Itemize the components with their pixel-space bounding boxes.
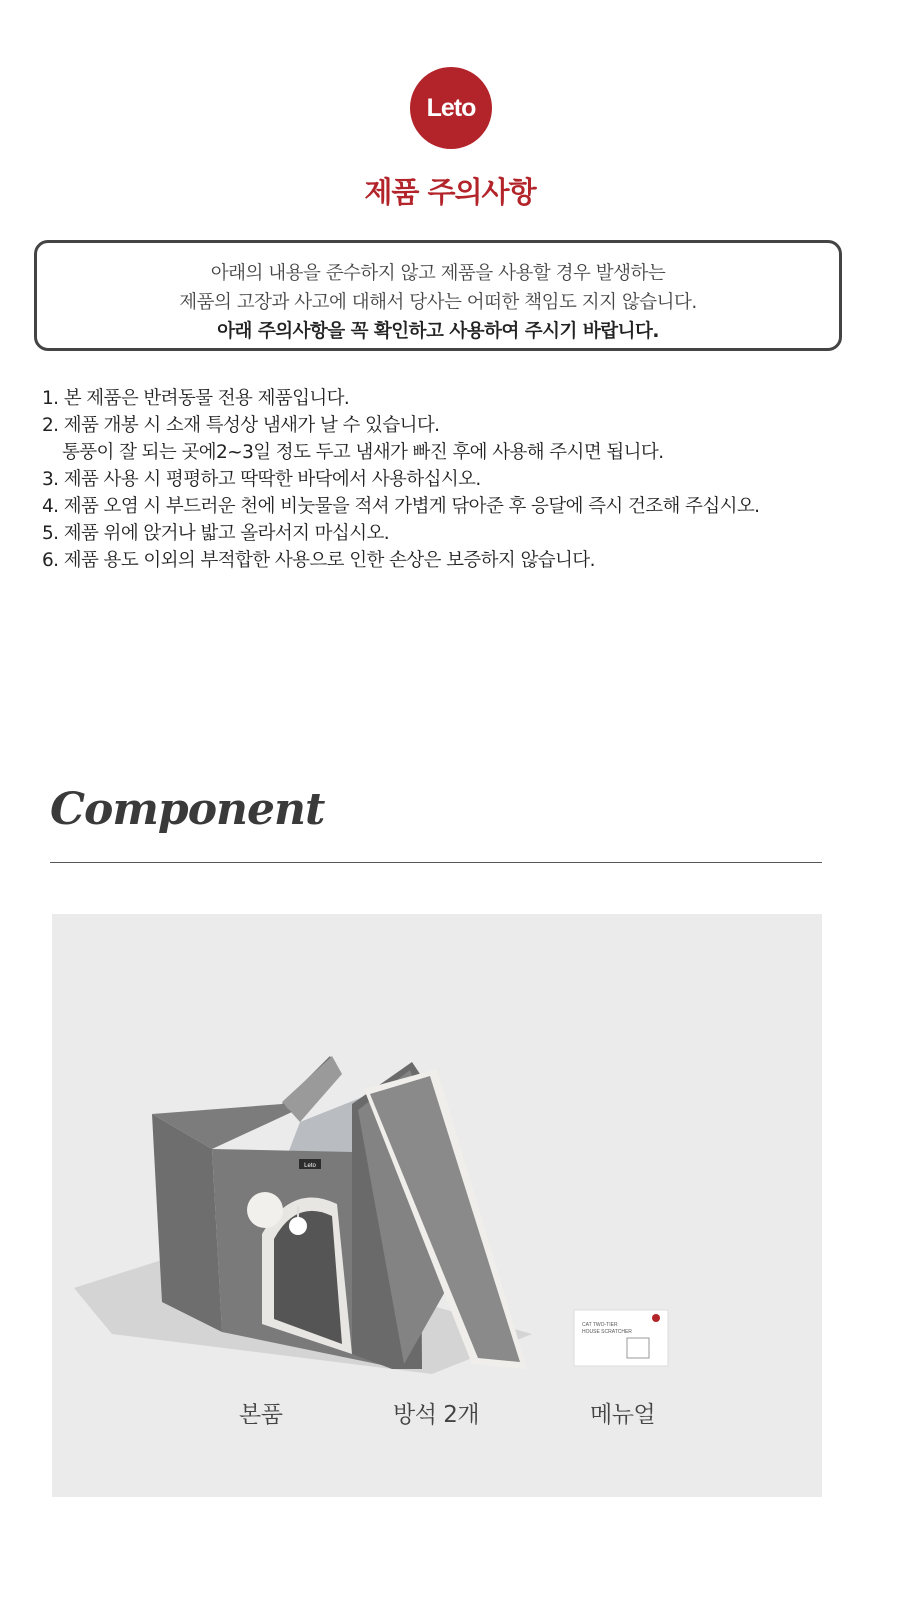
notice-box [34,240,842,351]
caution-item: 4. 제품 오염 시 부드러운 천에 비눗물을 적셔 가볍게 닦아준 후 응달에 즉시 건조해 주십시오. [42,496,760,517]
pompom-ear [247,1192,283,1228]
pompom-ball [289,1217,307,1235]
notice-line: 제품의 고장과 사고에 대해서 당사는 어떠한 책임도 지지 않습니다. [179,292,697,313]
svg-text:CAT TWO-TIER: CAT TWO-TIER [582,1322,618,1328]
caution-item: 3. 제품 사용 시 평평하고 딱딱한 바닥에서 사용하십시오. [42,469,481,490]
caution-item: 1. 본 제품은 반려동물 전용 제품입니다. [42,388,350,409]
caution-item-continuation: 통풍이 잘 되는 곳에2~3일 정도 두고 냄새가 빠진 후에 사용해 주시면 됩니다. [62,442,664,463]
caution-item: 5. 제품 위에 앉거나 밟고 올라서지 마십시오. [42,523,390,544]
caution-list [42,385,882,574]
component-label-cushions: 방석 2개 [393,1402,480,1428]
notice-line: 아래의 내용을 준수하지 않고 제품을 사용할 경우 발생하는 [210,263,666,284]
brand-logo [410,67,492,149]
brand-logo-text: Leto [426,93,476,122]
divider [50,862,822,863]
caution-item: 2. 제품 개봉 시 소재 특성상 냄새가 날 수 있습니다. 통풍이 잘 되는 곳에2~3일 정도 두고 냄새가 빠진 후에 사용해 주시면 됩니다. [42,412,882,466]
manual-logo [652,1314,660,1322]
notice-line-emphasis: 아래 주의사항을 꼭 확인하고 사용하여 주시기 바랍니다. [217,321,659,342]
svg-text:Leto: Leto [304,1163,316,1169]
page-title: 제품 주의사항 [364,175,536,209]
component-label-main: 본품 [239,1402,283,1428]
svg-text:HOUSE SCRATCHER: HOUSE SCRATCHER [582,1329,632,1335]
caution-item: 6. 제품 용도 이외의 부적합한 사용으로 인한 손상은 보증하지 않습니다. [42,550,595,571]
component-label-manual: 메뉴얼 [590,1402,656,1428]
component-heading: Component [50,784,325,835]
